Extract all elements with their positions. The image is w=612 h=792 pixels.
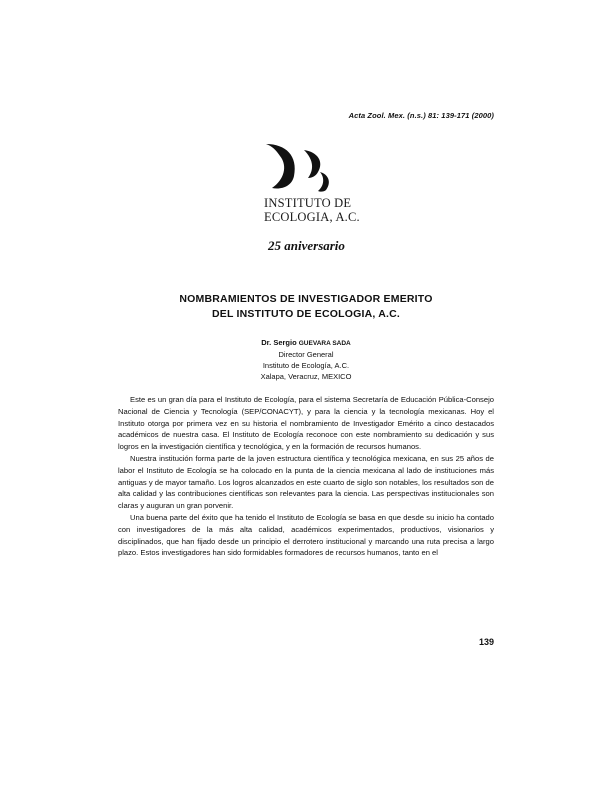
affiliation-location: Xalapa, Veracruz, MEXICO	[260, 372, 352, 381]
author-name	[118, 338, 494, 347]
article-title-line2: DEL INSTITUTO DE ECOLOGIA, A.C.	[211, 308, 401, 320]
logo-text-line1: INSTITUTO DE	[264, 196, 352, 210]
page-number: 139	[478, 637, 494, 647]
article-body	[118, 394, 494, 559]
article-title-line1: NOMBRAMIENTOS DE INVESTIGADOR EMERITO	[179, 293, 433, 305]
body-paragraph: Una buena parte del éxito que ha tenido el Instituto de Ecología se basa en que desde su inicio ha contado con investigadores de la más alta calidad, académicos experimentados, productivos, visionarios y disciplinados, que han fijado desde un principio el derrotero institucional y marcando una ruta precisa a largo plazo. Estos investigadores han sido formidables formadores de recursos humanos, tanto en el	[118, 512, 494, 558]
anniversary-mark: 25 aniversario	[268, 238, 345, 253]
affiliation-institution: Instituto de Ecología, A.C.	[262, 361, 350, 370]
body-paragraph: Nuestra institución forma parte de la joven estructura científica y tecnológica mexicana, en sus 25 años de labor el Instituto de Ecología se ha colocado en la punta de la ciencia mexicana al lado de instituciones más antiguas y de mayor tamaño. Los logros alcanzados en este cuarto de siglo son notables, los resultados son de alta calidad y las contribuciones científicas son relevantes para la ciencia. Las perspectivas institucionales son claras y auguran un gran porvenir.	[118, 453, 494, 511]
crescent-logo-icon	[264, 140, 334, 192]
affiliation-role: Director General	[278, 350, 334, 359]
author-surname: GUEVARA SADA	[298, 340, 351, 347]
body-paragraph: Este es un gran día para el Instituto de Ecología, para el sistema Secretaría de Educación Pública-Consejo Nacional de Ciencia y Tecnología (SEP/CONACYT), y para la ciencia y la tecnología mexicanas. Hoy el Instituto otorga por primera vez en su historia el nombramiento de Investigador Emérito a cinco destacados académicos de nuestra casa. El Instituto de Ecología reconoce con este nombramiento su dedicación y sus logros en la investigación científica y tecnológica, y en la formación de recursos humanos.	[118, 395, 494, 452]
logo-text-line2: ECOLOGIA, A.C.	[264, 210, 360, 224]
journal-citation: Acta Zool. Mex. (n.s.) 81: 139-171 (2000)	[348, 111, 494, 120]
author-prefix: Dr. Sergio	[261, 338, 299, 347]
